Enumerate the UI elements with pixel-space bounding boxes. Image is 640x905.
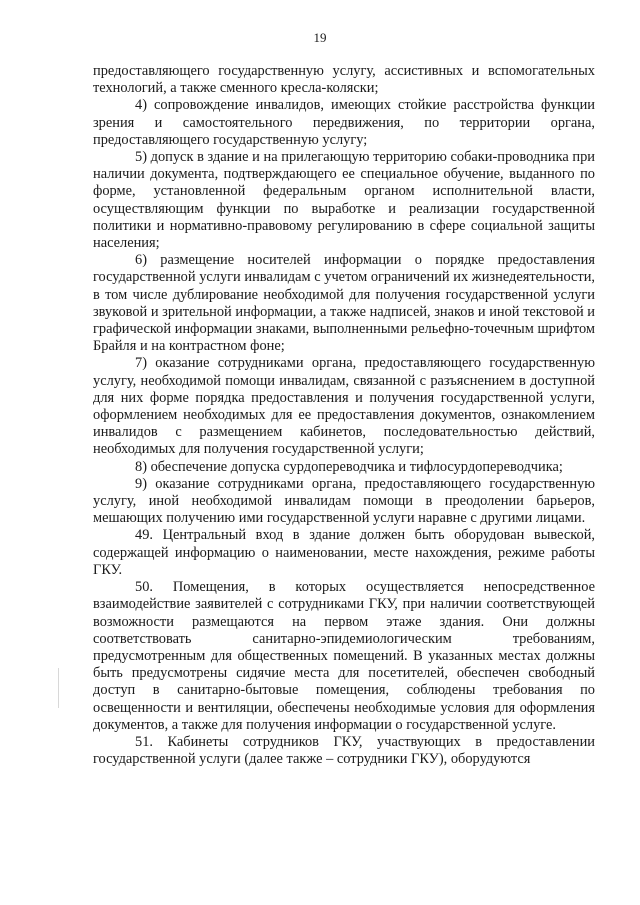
- paragraph-clause-51-offices: 51. Кабинеты сотрудников ГКУ, участвующих в предоставлении государственной услуги (далее также – сотрудники ГКУ), оборудуются: [93, 733, 595, 768]
- document-body: [93, 63, 595, 768]
- paragraph-item-4-escort: 4) сопровождение инвалидов, имеющих стойкие расстройства функции зрения и самостоятельного передвижения, по территории органа, предоставляющего государственную услугу;: [93, 97, 595, 148]
- paragraph-item-9-other-help: 9) оказание сотрудниками органа, предоставляющего государственную услугу, иной необходимой инвалидам помощи в преодолении барьеров, мешающих получению ими государственной услуги наравне с другими лицами.: [93, 475, 595, 527]
- paragraph-item-6-information-carriers: 6) размещение носителей информации о порядке предоставления государственной услуги инвалидам с учетом ограничений их жизнедеятельности, в том числе дублирование необходимой для получения государственной услуги звуковой и зрительной информации, а также надписей, знаков и иной текстовой и графической информации знаками, выполненными рельефно-точечным шрифтом Брайля и на контрастном фоне;: [93, 252, 595, 355]
- paragraph-clause-49-entrance-sign: 49. Центральный вход в здание должен быть оборудован вывеской, содержащей информацию о наименовании, месте нахождения, режиме работы ГКУ.: [93, 527, 595, 578]
- page-number: 19: [313, 30, 327, 45]
- paragraph-item-5-guide-dog: 5) допуск в здание и на прилегающую территорию собаки-проводника при наличии документа, подтверждающего ее специальное обучение, выданного по форме, установленной федеральным органом исполнительной власти, осуществляющим функции по выработке и реализации государственной политики и нормативно-правовому регулированию в сфере социальной защиты населения;: [93, 149, 595, 252]
- paragraph-continuation-assistive-tech: предоставляющего государственную услугу, ассистивных и вспомогательных технологий, а также сменного кресла-коляски;: [93, 63, 595, 97]
- paragraph-item-7-staff-assistance: 7) оказание сотрудниками органа, предоставляющего государственную услугу, необходимой помощи инвалидам, связанной с разъяснением в доступной для них форме порядка предоставления и получения государственной услуги, оформлением необходимых для ее предоставления документов, ознакомлением инвалидов с размещением кабинетов, последовательностью действий, необходимых для получения государственной услуги;: [93, 355, 595, 458]
- paragraph-clause-50-premises: 50. Помещения, в которых осуществляется непосредственное взаимодействие заявителей с сотрудниками ГКУ, при наличии соответствующей возможности размещаются на первом этаже здания. Они должны соответствовать санитарно-эпидемиологическим требованиям, предусмотренным для общественных помещений. В указанных местах должны быть предусмотрены сидячие места для посетителей, обеспечен свободный доступ в санитарно-бытовые помещения, соблюдены требования по освещенности и вентиляции, обеспечены необходимые условия для оформления документов, а также для получения информации о государственной услуге.: [93, 579, 595, 733]
- paragraph-item-8-interpreters: 8) обеспечение допуска сурдопереводчика и тифлосурдопереводчика;: [135, 458, 563, 475]
- scan-artifact-line: [58, 668, 59, 708]
